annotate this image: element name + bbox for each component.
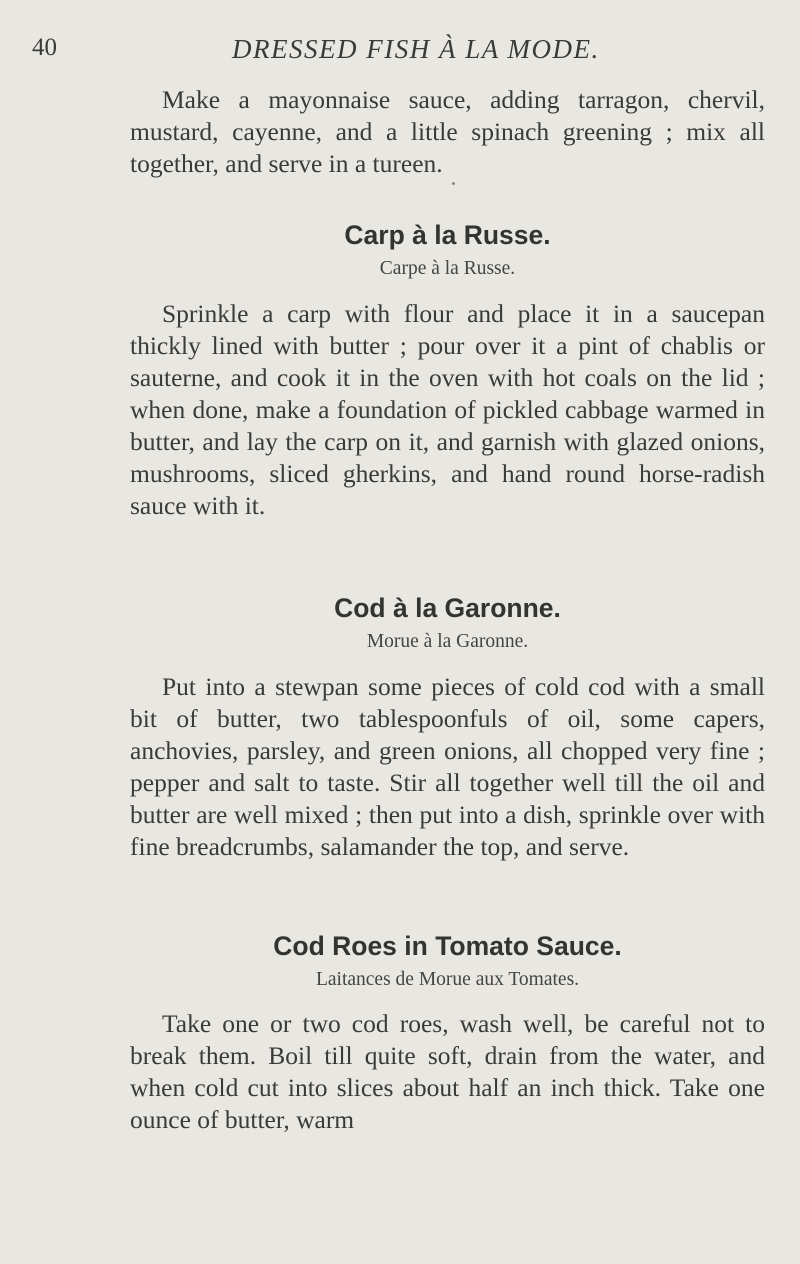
recipe-paragraph: Take one or two cod roes, wash well, be careful not to break them. Boil till quite soft, drain from the water, and when cold cut into slices about half an inch thick. Take one ounce of butter, warm [130, 1009, 765, 1134]
intro-paragraph: Make a mayonnaise sauce, adding tarragon, chervil, mustard, cayenne, and a little spinach greening ; mix all together, and serve in a tureen. [130, 85, 765, 178]
recipe-title: Cod Roes in Tomato Sauce. [273, 931, 622, 961]
running-head: DRESSED FISH À LA MODE. [232, 34, 600, 64]
print-speck [452, 182, 455, 185]
page-number: 40 [32, 34, 57, 61]
page-header [0, 34, 800, 64]
recipe-title: Cod à la Garonne. [334, 593, 561, 623]
recipe-title: Carp à la Russe. [344, 220, 551, 250]
recipe-french-title: Laitances de Morue aux Tomates. [315, 969, 580, 990]
recipe-paragraph: Put into a stewpan some pieces of cold cod with a small bit of butter, two tablespoonfuls of oil, some capers, anchovies, parsley, and green onions, all chopped very fine ; pepper and salt to taste. Stir all together well till the oil and butter are well mixed ; then put into a dish, sprinkle over with fine breadcrumbs, salamander the top, and serve. [130, 672, 765, 861]
recipe-french-title: Carpe à la Russe. [379, 258, 516, 279]
recipe-paragraph: Sprinkle a carp with flour and place it in a saucepan thickly lined with butter ; pour over it a pint of chablis or sauterne, and cook it in the oven with hot coals on the lid ; when done, make a foundation of pickled cabbage warmed in butter, and lay the carp on it, and garnish with glazed onions, mushrooms, sliced gherkins, and hand round horse-radish sauce with it. [130, 299, 765, 520]
recipe-french-title: Morue à la Garonne. [366, 631, 529, 652]
